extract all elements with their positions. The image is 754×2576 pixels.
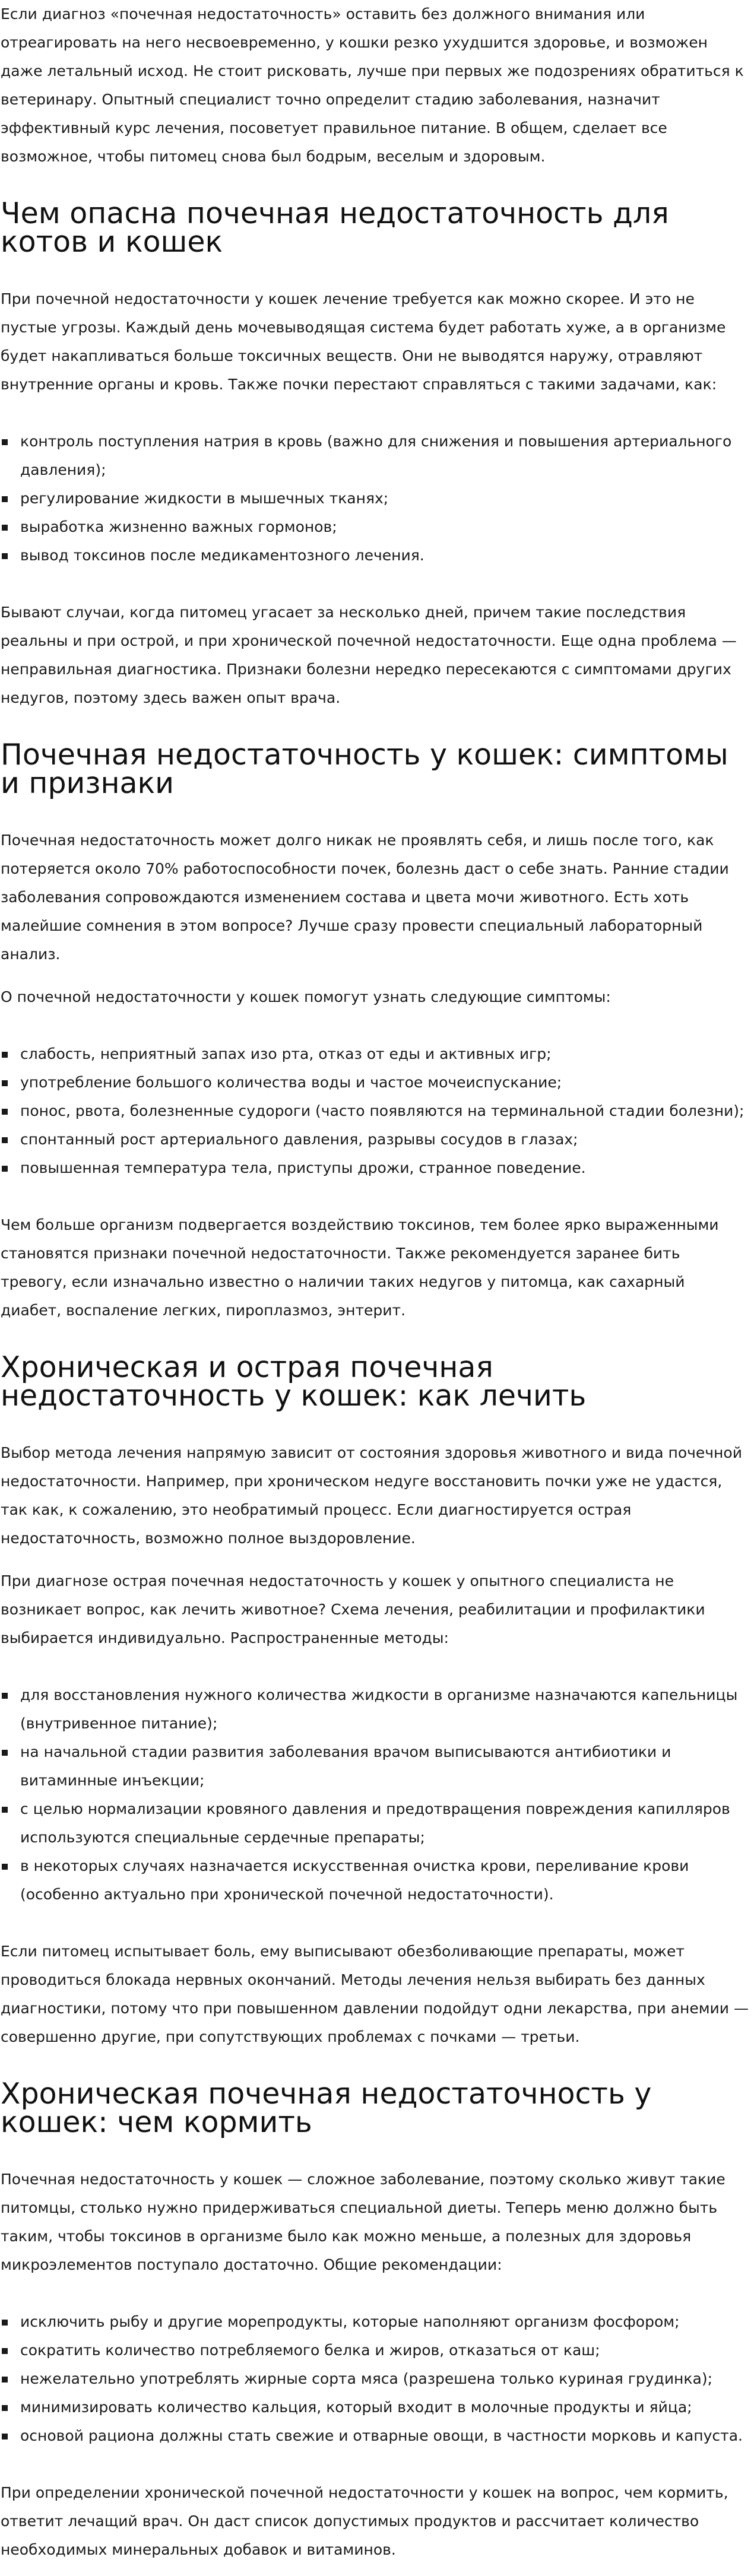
list-item: минимизировать количество кальция, который входит в молочные продукты и яйца; [1, 2393, 750, 2422]
section-paragraph: Если питомец испытывает боль, ему выписывают обезболивающие препараты, может проводиться блокада нервных окончаний. Методы лечения нельзя выбирать без данных диагностики, потому что при повышенном давлении подойдут одни лекарства, при анемии — совершенно другие, при сопутствующих проблемах с почками — третьи. [1, 1943, 749, 2045]
kidney-functions-list [1, 427, 750, 570]
list-item: повышенная температура тела, приступы дрожи, странное поведение. [1, 1154, 750, 1182]
section-paragraph: При определении хронической почечной недостаточности у кошек на вопрос, чем кормить, ответит лечащий врач. Он даст список допустимых продуктов и рассчитает количество необходимых минеральных добавок и витаминов. [1, 2484, 728, 2558]
list-item: слабость, неприятный запах изо рта, отказ от еды и активных игр; [1, 1040, 750, 1068]
list-item: для восстановления нужного количества жидкости в организме назначаются капельницы (внутривенное питание); [1, 1681, 750, 1738]
list-item: нежелательно употреблять жирные сорта мяса (разрешена только куриная грудинка); [1, 2365, 750, 2393]
list-item: контроль поступления натрия в кровь (важно для снижения и повышения артериального давления); [1, 427, 750, 484]
list-item: в некоторых случаях назначается искусственная очистка крови, переливание крови (особенно актуально при хронической почечной недостаточности). [1, 1852, 750, 1909]
section-paragraph: Бывают случаи, когда питомец угасает за несколько дней, причем такие последствия реальны и при острой, и при хронической почечной недостаточности. Еще одна проблема — неправильная диагностика. Признаки болезни нередко пересекаются с симптомами других недугов, поэтому здесь важен опыт врача. [1, 604, 737, 706]
section-heading-treatment: Хроническая и острая почечная недостаточность у кошек: как лечить [1, 1350, 587, 1413]
section-heading-danger: Чем опасна почечная недостаточность для котов и кошек [1, 196, 669, 259]
section-heading-diet: Хроническая почечная недостаточность у кошек: чем кормить [1, 2077, 652, 2139]
list-item: понос, рвота, болезненные судороги (часто появляются на терминальной стадии болезни); [1, 1097, 750, 1125]
list-item: сократить количество потребляемого белка и жиров, отказаться от каш; [1, 2336, 750, 2365]
list-item: выработка жизненно важных гормонов; [1, 513, 750, 541]
list-item: спонтанный рост артериального давления, разрывы сосудов в глазах; [1, 1125, 750, 1154]
section-paragraph: При почечной недостаточности у кошек лечение требуется как можно скорее. И это не пустые угрозы. Каждый день мочевыводящая система будет работать хуже, а в организме будет накапливаться больше токсичных веществ. Они не выводятся наружу, отравляют внутренние органы и кровь. Также почки перестают справляться с такими задачами, как: [1, 290, 726, 393]
section-heading-symptoms: Почечная недостаточность у кошек: симптомы и признаки [1, 738, 728, 800]
list-item: употребление большого количества воды и частое мочеиспускание; [1, 1068, 750, 1097]
section-paragraph: Чем больше организм подвергается воздействию токсинов, тем более ярко выраженными становятся признаки почечной недостаточности. Также рекомендуется заранее бить тревогу, если изначально известно о наличии таких недугов у питомца, как сахарный диабет, воспаление легких, пироплазмоз, энтерит. [1, 1216, 719, 1319]
section-paragraph: Почечная недостаточность может долго никак не проявлять себя, и лишь после того, как потеряется около 70% работоспособности почек, болезнь даст о себе знать. Ранние стадии заболевания сопровождаются изменением состава и цвета мочи животного. Есть хоть малейшие сомнения в этом вопросе? Лучше сразу провести специальный лабораторный анализ. [1, 832, 729, 963]
list-item: исключить рыбу и другие морепродукты, которые наполняют организм фосфором; [1, 2308, 750, 2336]
list-item: основой рациона должны стать свежие и отварные овощи, в частности морковь и капуста. [1, 2422, 750, 2450]
section-paragraph: При диагнозе острая почечная недостаточность у кошек у опытного специалиста не возникает вопрос, как лечить животное? Схема лечения, реабилитации и профилактики выбирается индивидуально. Распространенные методы: [1, 1572, 705, 1647]
list-item: на начальной стадии развития заболевания врачом выписываются антибиотики и витаминные инъекции; [1, 1738, 750, 1795]
list-item: регулирование жидкости в мышечных тканях; [1, 484, 750, 513]
section-paragraph: Выбор метода лечения напрямую зависит от состояния здоровья животного и вида почечной недостаточности. Например, при хроническом недуге восстановить почки уже не удастся, так как, к сожалению, это необратимый процесс. Если диагностируется острая недостаточность, возможно полное выздоровление. [1, 1444, 742, 1547]
symptoms-list [1, 1040, 750, 1182]
section-paragraph: Почечная недостаточность у кошек — сложное заболевание, поэтому сколько живут такие питомцы, столько нужно придерживаться специальной диеты. Теперь меню должно быть таким, чтобы токсинов в организме было как можно меньше, а полезных для здоровья микроэлементов поступало достаточно. Общие рекомендации: [1, 2171, 726, 2273]
treatment-methods-list [1, 1681, 750, 1909]
list-item: с целью нормализации кровяного давления и предотвращения повреждения капилляров используются специальные сердечные препараты; [1, 1795, 750, 1852]
list-item: вывод токсинов после медикаментозного лечения. [1, 541, 750, 570]
section-paragraph: О почечной недостаточности у кошек помогут узнать следующие симптомы: [1, 988, 611, 1005]
intro-paragraph: Если диагноз «почечная недостаточность» оставить без должного внимания или отреагировать на него несвоевременно, у кошки резко ухудшится здоровье, и возможен даже летальный исход. Не стоит рисковать, лучше при первых же подозрениях обратиться к ветеринару. Опытный специалист точно определит стадию заболевания, назначит эффективный курс лечения, посоветует правильное питание. В общем, сделает все возможное, чтобы питомец снова был бодрым, веселым и здоровым. [1, 5, 744, 165]
diet-recommendations-list [1, 2308, 750, 2450]
